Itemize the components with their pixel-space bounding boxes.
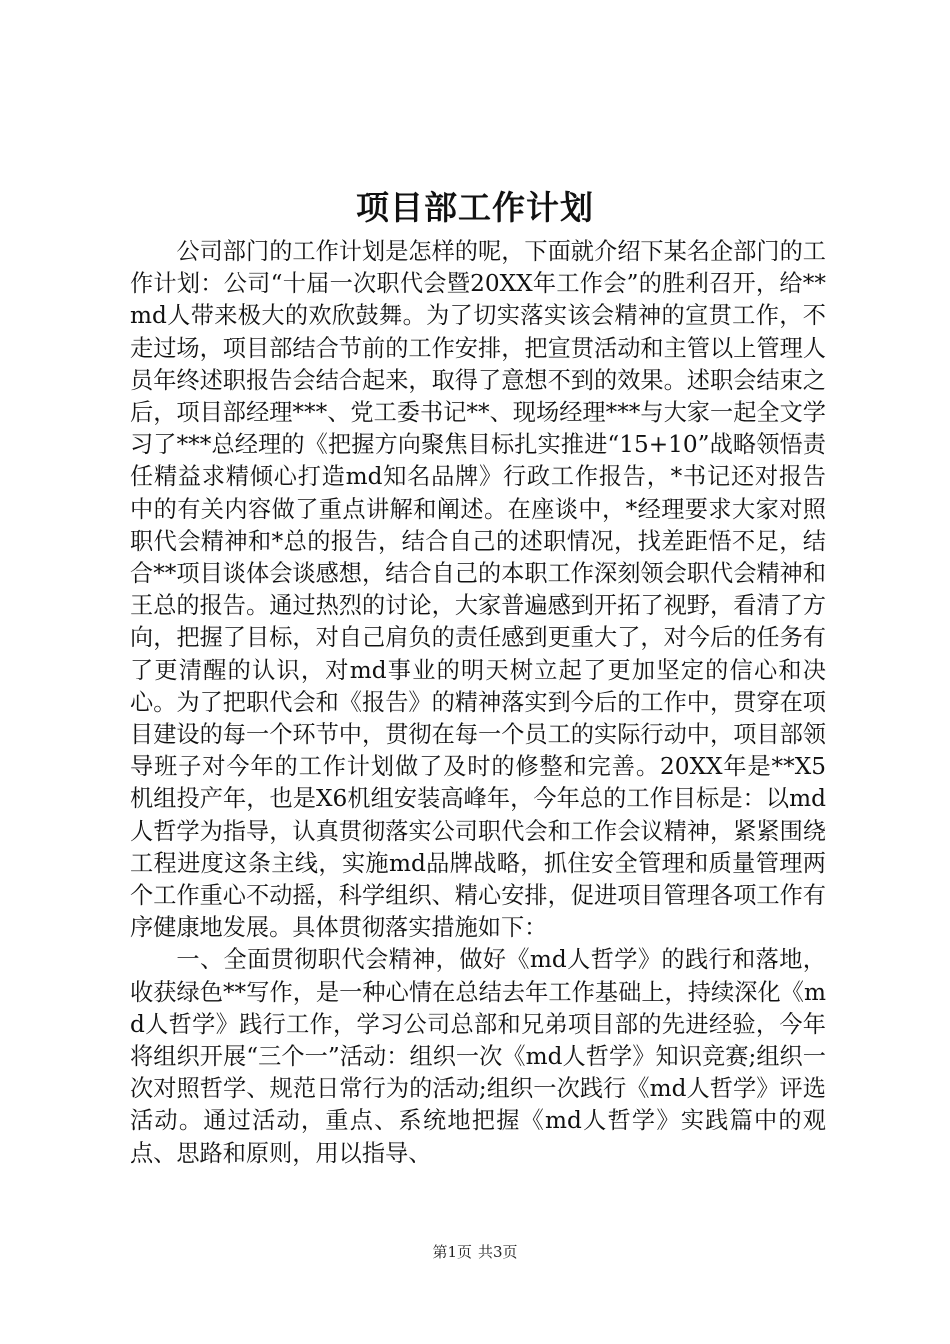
document-title: 项目部工作计划 bbox=[356, 188, 594, 227]
paragraph-intro: 公司部门的工作计划是怎样的呢，下面就介绍下某名企部门的工作计划：公司“十届一次职代会暨20XX年工作会”的胜利召开，给**md人带来极大的欢欣鼓舞。为了切实落实该会精神的宣贯工作，不走过场，项目部结合节前的工作安排，把宣贯活动和主管以上管理人员年终述职报告会结合起来，取得了意想不到的效果。述职会结束之后，项目部经理***、党工委书记**、现场经理***与大家一起全文学习了***总经理的《把握方向聚焦目标扎实推进“15+10”战略领悟责任精益求精倾心打造md知名品牌》行政工作报告，*书记还对报告中的有关内容做了重点讲解和阐述。在座谈中，*经理要求大家对照职代会精神和*总的报告，结合自己的述职情况，找差距悟不足，结合**项目谈体会谈感想，结合自己的本职工作深刻领会职代会精神和王总的报告。通过热烈的讨论，大家普遍感到开拓了视野，看清了方向，把握了目标，对自己肩负的责任感到更重大了，对今后的任务有了更清醒的认识，对md事业的明天树立起了更加坚定的信心和决心。为了把职代会和《报告》的精神落实到今后的工作中，贯穿在项目建设的每一个环节中，贯彻在每一个员工的实际行动中，项目部领导班子对今年的工作计划做了及时的修整和完善。20XX年是**X5机组投产年，也是X6机组安装高峰年，今年总的工作目标是：以md人哲学为指导，认真贯彻落实公司职代会和工作会议精神，紧紧围绕工程进度这条主线，实施md品牌战略，抓住安全管理和质量管理两个工作重心不动摇，科学组织、精心安排，促进项目管理各项工作有序健康地发展。具体贯彻落实措施如下： bbox=[130, 238, 826, 942]
page-number-current: 第1页 bbox=[432, 1243, 472, 1261]
paragraph-section-one: 一、全面贯彻职代会精神，做好《md人哲学》的践行和落地，收获绿色**写作，是一种心情在总结去年工作基础上，持续深化《md人哲学》践行工作，学习公司总部和兄弟项目部的先进经验，今年将组织开展“三个一”活动：组织一次《md人哲学》知识竞赛;组织一次对照哲学、规范日常行为的活动;组织一次践行《md人哲学》评选活动。通过活动，重点、系统地把握《md人哲学》实践篇中的观点、思路和原则，用以指导、 bbox=[130, 946, 826, 1167]
page-number-total: 共3页 bbox=[478, 1243, 518, 1261]
page-footer bbox=[0, 1242, 950, 1262]
document-body bbox=[130, 236, 826, 1170]
